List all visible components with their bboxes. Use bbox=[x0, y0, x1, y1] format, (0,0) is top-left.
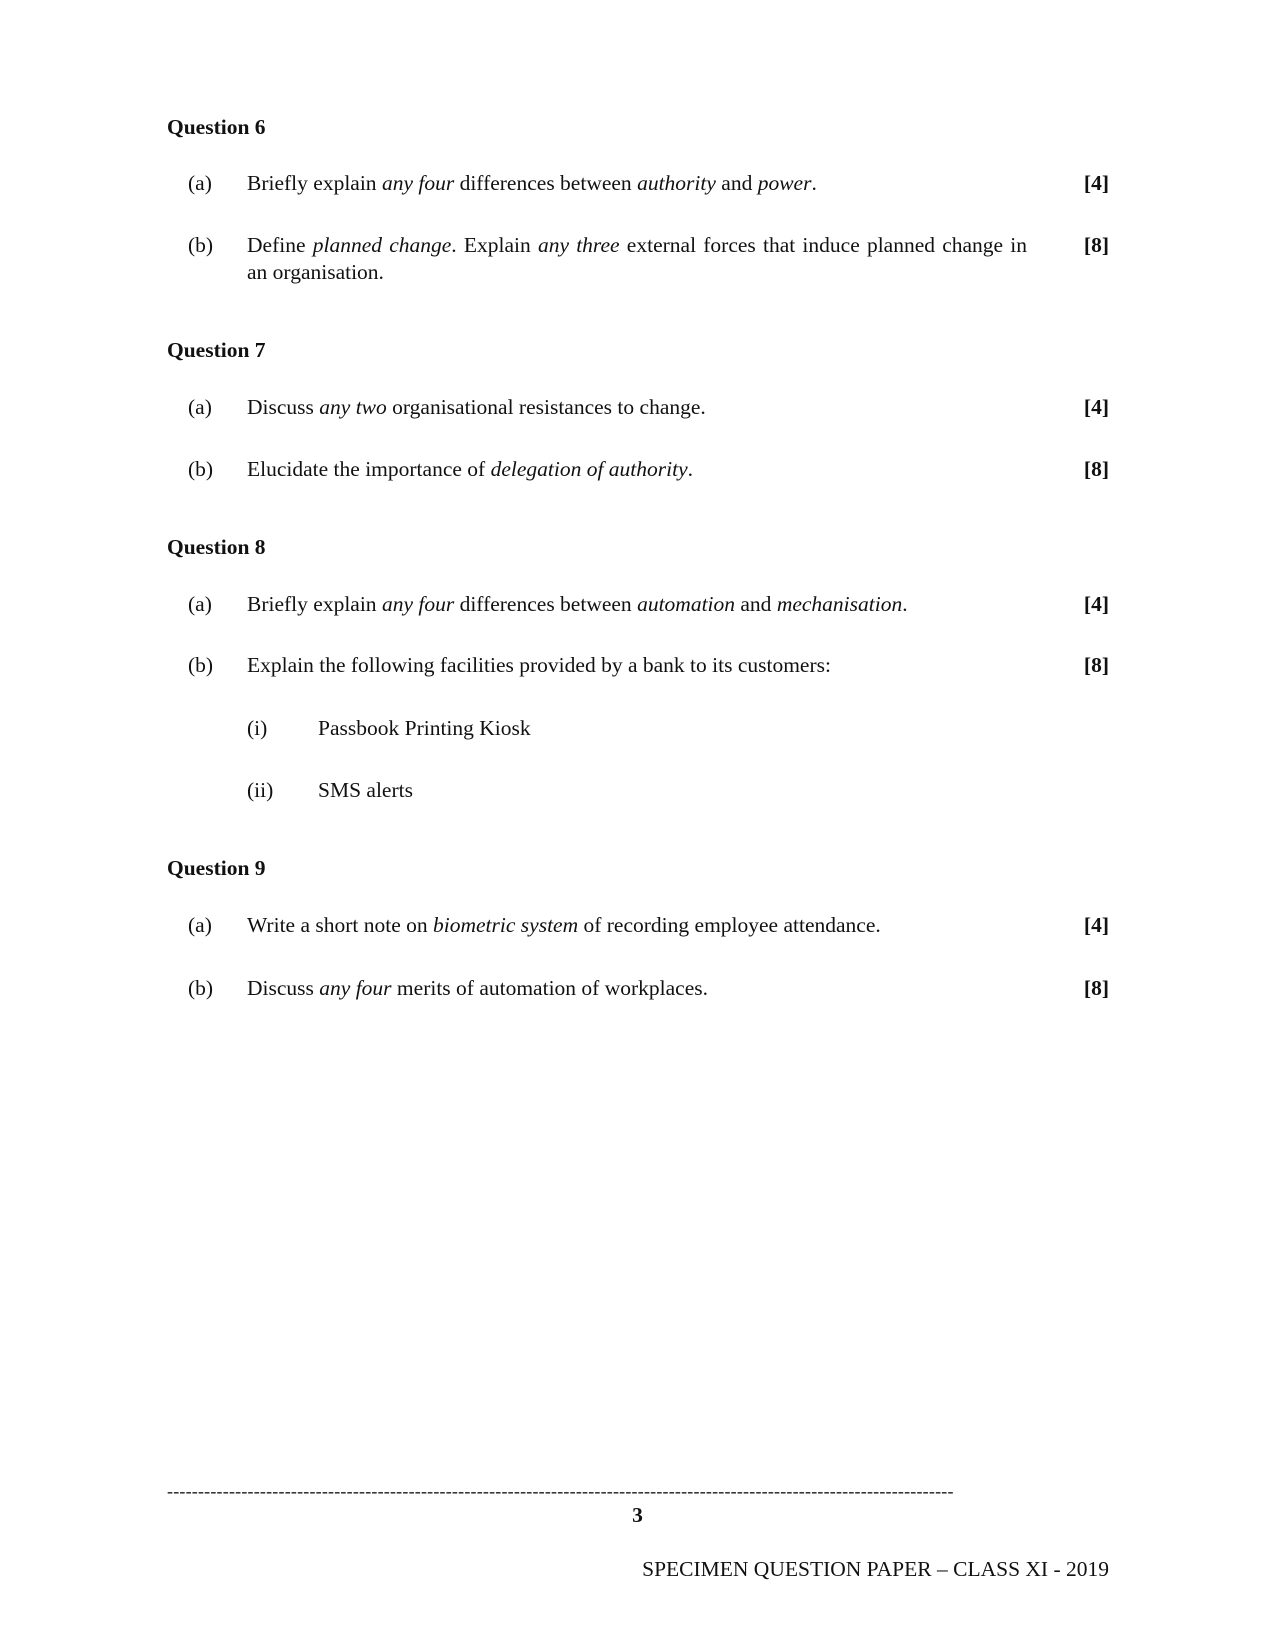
question-text: Explain the following facilities provided by a bank to its customers: bbox=[247, 653, 831, 677]
marks: [4] bbox=[1083, 592, 1109, 616]
subitem-text: SMS alerts bbox=[318, 778, 413, 802]
marks: [4] bbox=[1083, 171, 1109, 195]
part-label: (b) bbox=[188, 457, 214, 481]
footer-title: SPECIMEN QUESTION PAPER – CLASS XI - 2019 bbox=[642, 1557, 1109, 1581]
question-text: Elucidate the importance of delegation of authority. bbox=[247, 457, 694, 481]
part-label: (a) bbox=[188, 592, 212, 616]
marks: [8] bbox=[1083, 233, 1109, 257]
part-label: (b) bbox=[188, 653, 214, 677]
marks: [4] bbox=[1083, 395, 1109, 419]
subitem-text: Passbook Printing Kiosk bbox=[318, 716, 531, 740]
question-9-heading: Question 9 bbox=[167, 856, 266, 880]
part-label: (b) bbox=[188, 976, 214, 1000]
marks: [8] bbox=[1083, 976, 1109, 1000]
marks: [4] bbox=[1083, 913, 1109, 937]
subitem-label: (i) bbox=[247, 716, 268, 740]
part-label: (a) bbox=[188, 171, 212, 195]
part-label: (b) bbox=[188, 233, 214, 257]
question-6-heading: Question 6 bbox=[167, 115, 266, 139]
question-text: Write a short note on biometric system of recording employee attendance. bbox=[247, 913, 881, 937]
marks: [8] bbox=[1083, 457, 1109, 481]
question-text: Define planned change. Explain any three external forces that induce planned change in an organisation. bbox=[247, 233, 1028, 284]
question-text: Discuss any two organisational resistances to change. bbox=[247, 395, 706, 419]
marks: [8] bbox=[1083, 653, 1109, 677]
question-8-heading: Question 8 bbox=[167, 535, 266, 559]
question-text: Briefly explain any four differences between authority and power. bbox=[247, 171, 817, 195]
question-text: Briefly explain any four differences between automation and mechanisation. bbox=[247, 592, 908, 616]
question-7-heading: Question 7 bbox=[167, 338, 266, 362]
footer-separator: ------------------------------------------------------------------------------------------------------------------------------- bbox=[167, 1481, 954, 1501]
page-number: 3 bbox=[632, 1503, 643, 1527]
question-text: Discuss any four merits of automation of workplaces. bbox=[247, 976, 708, 1000]
part-label: (a) bbox=[188, 395, 212, 419]
part-label: (a) bbox=[188, 913, 212, 937]
subitem-label: (ii) bbox=[247, 778, 274, 802]
